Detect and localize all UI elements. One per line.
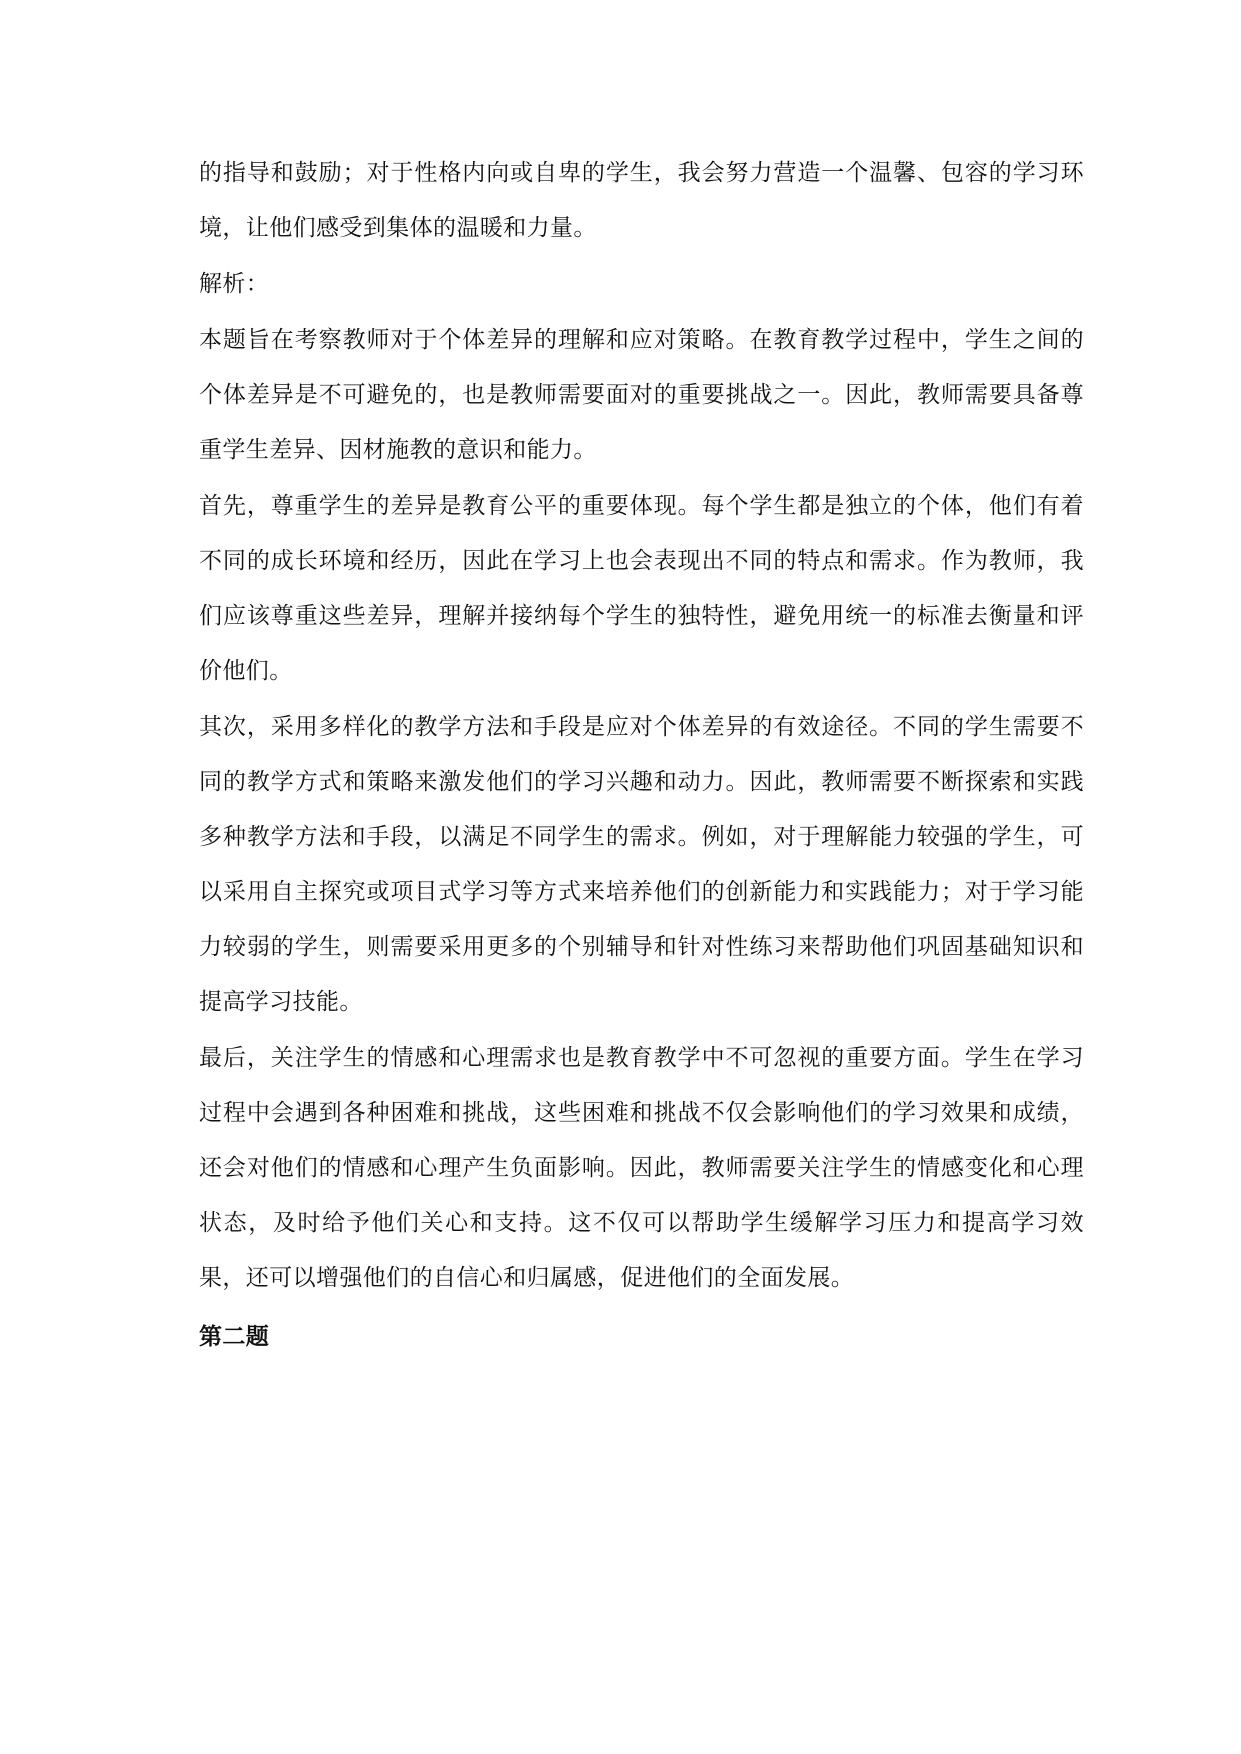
paragraph-last: 最后，关注学生的情感和心理需求也是教育教学中不可忽视的重要方面。学生在学习过程中会遇到各种困难和挑战，这些困难和挑战不仅会影响他们的学习效果和成绩，还会对他们的情感和心理产生负面影响。因此，教师需要关注学生的情感变化和心理状态，及时给予他们关心和支持。这不仅可以帮助学生缓解学习压力和提高学习效果，还可以增强他们的自信心和归属感，促进他们的全面发展。 bbox=[199, 1045, 1084, 1291]
paragraph-first: 首先，尊重学生的差异是教育公平的重要体现。每个学生都是独立的个体，他们有着不同的成长环境和经历，因此在学习上也会表现出不同的特点和需求。作为教师，我们应该尊重这些差异，理解并接纳每个学生的独特性，避免用统一的标准去衡量和评价他们。 bbox=[199, 493, 1084, 684]
paragraph-continuation: 的指导和鼓励；对于性格内向或自卑的学生，我会努力营造一个温馨、包容的学习环境，让他们感受到集体的温暖和力量。 bbox=[199, 160, 1084, 241]
paragraph-intro: 本题旨在考察教师对于个体差异的理解和应对策略。在教育教学过程中，学生之间的个体差异是不可避免的，也是教师需要面对的重要挑战之一。因此，教师需要具备尊重学生差异、因材施教的意识和能力。 bbox=[199, 327, 1084, 463]
section-heading: 第二题 bbox=[199, 1323, 270, 1350]
analysis-label: 解析： bbox=[199, 271, 270, 297]
paragraph-second: 其次，采用多样化的教学方法和手段是应对个体差异的有效途径。不同的学生需要不同的教学方式和策略来激发他们的学习兴趣和动力。因此，教师需要不断探索和实践多种教学方法和手段，以满足不同学生的需求。例如，对于理解能力较强的学生，可以采用自主探究或项目式学习等方式来培养他们的创新能力和实践能力；对于学习能力较弱的学生，则需要采用更多的个别辅导和针对性练习来帮助他们巩固基础知识和提高学习技能。 bbox=[199, 714, 1084, 1015]
document-body bbox=[199, 146, 1084, 1364]
